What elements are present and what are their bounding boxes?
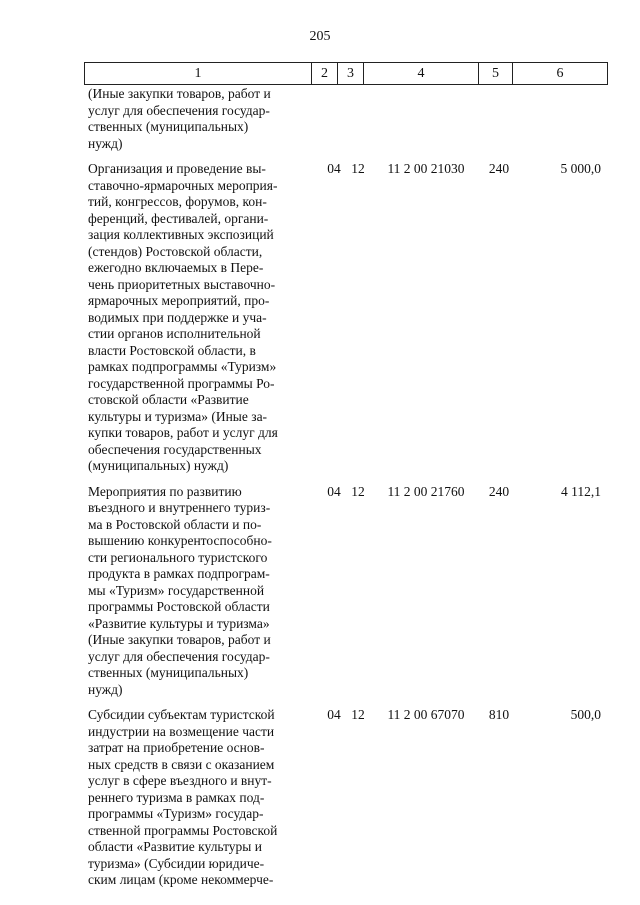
row-podrazdel: 12	[351, 161, 365, 176]
header-col-2: 2	[312, 63, 338, 85]
row-razdel: 04	[327, 707, 341, 722]
row-expense-type: 240	[488, 483, 510, 499]
row-podrazdel: 12	[351, 707, 365, 722]
row-expense-type: 810	[488, 707, 510, 722]
row-target-article: 11 2 00 21030	[387, 161, 465, 176]
table-header	[84, 62, 608, 85]
table-row	[84, 161, 601, 475]
table-row	[84, 484, 601, 699]
row-expense-type: 240	[488, 161, 510, 176]
row-description: Субсидии субъектам туристской индустрии на возмещение части затрат на приобретение основ- ных средств в связи с оказанием услуг в сфере въездного и внут- реннего туризма в рамках под- программы «Туризм» государ- ственной программы Ростовской области «Развитие культуры и туризма» (Субсидии юридиче- ским лицам (кроме некоммерче-	[88, 707, 278, 887]
table-body	[84, 86, 601, 889]
row-podrazdel: 12	[351, 483, 365, 499]
row-razdel: 04	[327, 483, 341, 499]
header-col-4: 4	[364, 63, 479, 85]
row-sum: 500,0	[570, 707, 601, 722]
header-col-1: 1	[85, 63, 312, 85]
row-sum: 5 000,0	[560, 161, 601, 176]
page-number: 205	[309, 29, 331, 44]
header-col-3: 3	[338, 63, 364, 85]
header-col-5: 5	[479, 63, 513, 85]
table-row	[84, 707, 601, 889]
row-target-article: 11 2 00 21760	[387, 483, 465, 499]
row-description: (Иные закупки товаров, работ и услуг для обеспечения государ- ственных (муниципальных) нужд)	[88, 86, 271, 151]
row-razdel: 04	[327, 161, 341, 176]
row-target-article: 11 2 00 67070	[387, 707, 465, 722]
table-row	[84, 86, 601, 152]
row-description: Организация и проведение вы- ставочно-ярмарочных мероприя- тий, конгрессов, форумов, кон- ференций, фестивалей, органи- зация коллективных экспозиций (стендов) Ростовской области, ежегодно включаемых в Пере- чень приоритетных выставочно- ярмарочных мероприятий, про- водимых при поддержке и уча- стии органов исполнительной власти Ростовской области, в рамках подпрограммы «Туризм» государственной программы Ро- стовской области «Развитие культуры и туризма» (Иные за- купки товаров, работ и услуг для обеспечения государственных (муниципальных) нужд)	[88, 161, 278, 473]
row-sum: 4 112,1	[561, 483, 601, 499]
row-description: Мероприятия по развитию въездного и внутреннего туриз- ма в Ростовской области и по- вышению конкурентоспособно- сти регионального туристского продукта в рамках подпрограм- мы «Туризм» государственной программы Ростовской области «Развитие культуры и туризма» (Иные закупки товаров, работ и услуг для обеспечения государ- ственных (муниципальных) нужд)	[88, 483, 272, 697]
header-col-6: 6	[513, 63, 608, 85]
